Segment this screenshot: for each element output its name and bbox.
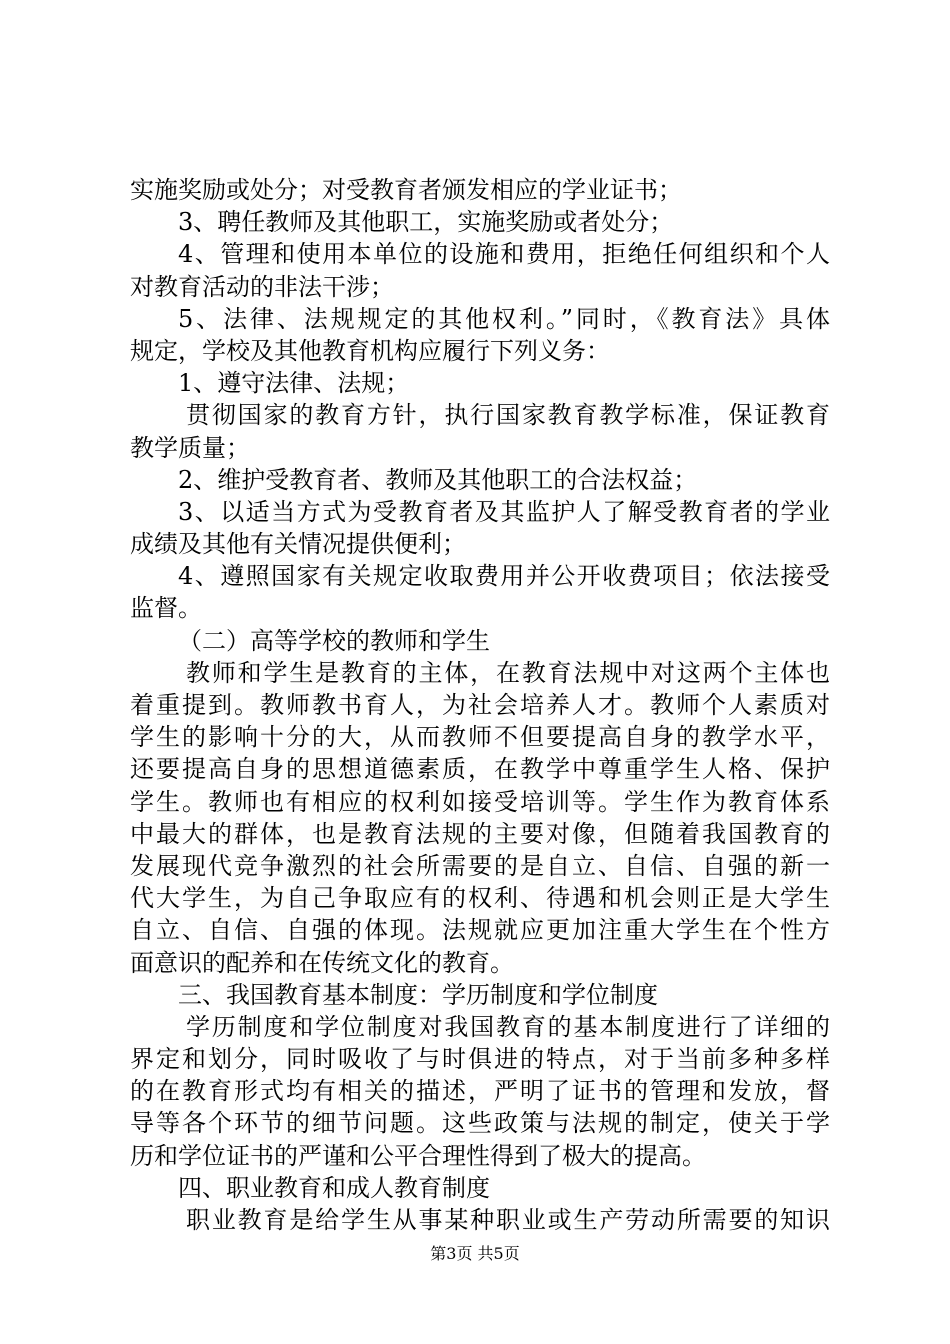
text-line: 的在教育形式均有相关的描述，严明了证书的管理和发放，督 [130, 1077, 830, 1106]
document-body [130, 174, 830, 1236]
text-line: 职业教育是给学生从事某种职业或生产劳动所需要的知识 [186, 1206, 830, 1234]
text-line: 代大学生，为自己争取应有的权利、待遇和机会则正是大学生 [130, 884, 830, 913]
text-line: 界定和划分，同时吸收了与时俱进的特点，对于当前多种多样 [130, 1045, 830, 1074]
text-line: 导等各个环节的细节问题。这些政策与法规的制定，使关于学 [130, 1109, 830, 1138]
text-line: （二）高等学校的教师和学生 [178, 626, 490, 655]
text-line: 历和学位证书的严谨和公平合理性得到了极大的提高。 [130, 1141, 706, 1170]
text-line: 学生。教师也有相应的权利如接受培训等。学生作为教育体系 [130, 787, 830, 816]
text-line: 学历制度和学位制度对我国教育的基本制度进行了详细的 [186, 1012, 830, 1041]
text-line: 发展现代竞争激烈的社会所需要的是自立、自信、自强的新一 [130, 851, 830, 880]
text-line: 自立、自信、自强的体现。法规就应更加注重大学生在个性方 [130, 916, 830, 945]
text-line: 5、法律、法规规定的其他权利。”同时，《教育法》具体 [178, 304, 830, 333]
text-line: 三、我国教育基本制度：学历制度和学位制度 [178, 980, 658, 1009]
text-line: 对教育活动的非法干涉； [130, 272, 394, 301]
page-footer: 第3页 共5页 [430, 1244, 520, 1263]
text-line: 面意识的配养和在传统文化的教育。 [130, 948, 514, 977]
text-line: 2、维护受教育者、教师及其他职工的合法权益； [178, 465, 698, 494]
text-line: 教师和学生是教育的主体，在教育法规中对这两个主体也 [186, 658, 830, 687]
text-line: 3、聘任教师及其他职工，实施奖励或者处分； [178, 208, 674, 237]
text-line: 监督。 [130, 594, 202, 623]
text-line: 成绩及其他有关情况提供便利； [130, 530, 466, 559]
text-line: 还要提高自身的思想道德素质，在教学中尊重学生人格、保护 [130, 755, 830, 784]
text-line: 3、以适当方式为受教育者及其监护人了解受教育者的学业 [178, 497, 830, 526]
text-line: 教学质量； [130, 433, 250, 462]
text-line: 1、遵守法律、法规； [178, 369, 410, 398]
text-line: 4、遵照国家有关规定收取费用并公开收费项目；依法接受 [178, 562, 830, 591]
text-line: 着重提到。教师教书育人，为社会培养人才。教师个人素质对 [130, 691, 830, 719]
text-line: 学生的影响十分的大，从而教师不但要提高自身的教学水平， [130, 723, 830, 752]
text-line: 四、职业教育和成人教育制度 [178, 1173, 490, 1202]
text-line: 实施奖励或处分；对受教育者颁发相应的学业证书； [130, 176, 682, 204]
text-line: 贯彻国家的教育方针，执行国家教育教学标准，保证教育 [186, 401, 830, 430]
text-line: 4、管理和使用本单位的设施和费用，拒绝任何组织和个人 [178, 240, 830, 269]
text-line: 中最大的群体，也是教育法规的主要对像，但随着我国教育的 [130, 819, 830, 848]
text-line: 规定，学校及其他教育机构应履行下列义务： [130, 336, 610, 365]
